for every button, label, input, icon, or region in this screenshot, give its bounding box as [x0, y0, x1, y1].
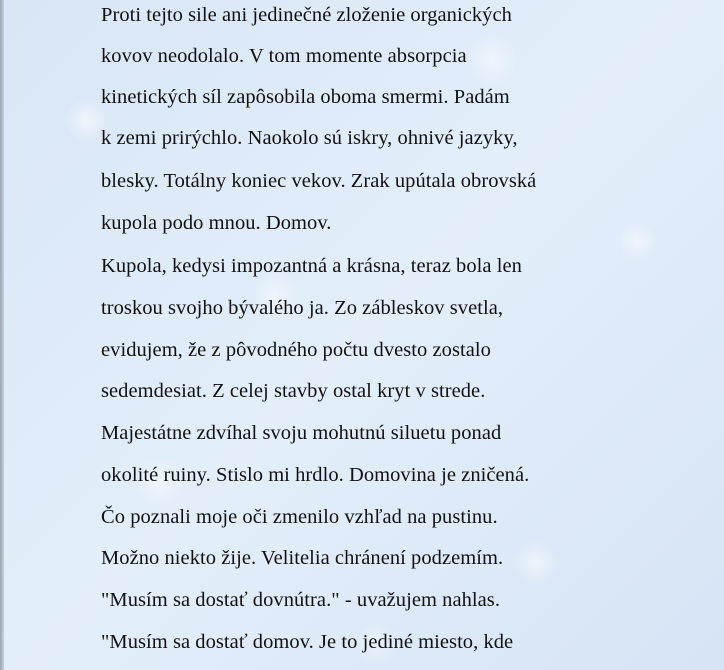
text-line: evidujem, že z pôvodného počtu dvesto zostalo	[101, 339, 491, 361]
text-line: "Musím sa dostať dovnútra." - uvažujem nahlas.	[101, 589, 500, 611]
text-line: kovov neodolalo. V tom momente absorpcia	[101, 45, 467, 67]
text-line: Kupola, kedysi impozantná a krásna, teraz bola len	[101, 255, 522, 277]
text-line: Čo poznali moje oči zmenilo vzhľad na pustinu.	[101, 506, 498, 528]
text-line: kupola podo mnou. Domov.	[101, 212, 332, 234]
text-line: Možno niekto žije. Velitelia chránení podzemím.	[101, 547, 504, 569]
text-line: sedemdesiat. Z celej stavby ostal kryt v strede.	[101, 380, 486, 402]
text-line: kinetických síl zapôsobila oboma smermi. Padám	[101, 86, 510, 108]
text-line: Majestátne zdvíhal svoju mohutnú siluetu ponad	[101, 422, 502, 444]
text-line: troskou svojho bývalého ja. Zo zábleskov svetla,	[101, 297, 504, 319]
document-page	[101, 0, 661, 670]
window-left-border	[0, 0, 4, 670]
text-line: okolité ruiny. Stislo mi hrdlo. Domovina je zničená.	[101, 464, 530, 486]
text-line: k zemi prirýchlo. Naokolo sú iskry, ohnivé jazyky,	[101, 127, 518, 149]
text-line: "Musím sa dostať domov. Je to jediné miesto, kde	[101, 631, 514, 653]
text-line: Proti tejto sile ani jedinečné zloženie organických	[101, 4, 512, 26]
text-line: blesky. Totálny koniec vekov. Zrak upútala obrovská	[101, 170, 537, 192]
